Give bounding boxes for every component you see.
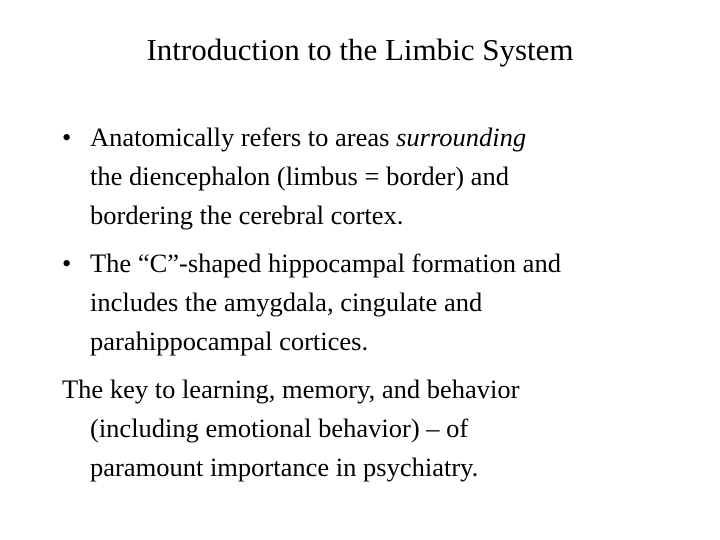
- bullet-line: bordering the cerebral cortex.: [90, 200, 404, 230]
- paragraph-line: The key to learning, memory, and behavior: [62, 374, 520, 404]
- emphasized-text: surrounding: [396, 122, 527, 152]
- paragraph-line: paramount importance in psychiatry.: [90, 452, 479, 482]
- slide-title: Introduction to the Limbic System: [146, 32, 574, 67]
- bullet-line: [90, 118, 672, 157]
- bullet-text: Anatomically refers to areas: [90, 122, 397, 152]
- bullet-line: the diencephalon (limbus = border) and: [90, 161, 509, 191]
- paragraph-line: (including emotional behavior) – of: [90, 413, 469, 443]
- bullet-marker: •: [62, 248, 72, 278]
- bullet-item: [62, 118, 672, 235]
- paragraph: [62, 370, 672, 487]
- bullet-item: [62, 244, 672, 361]
- bullet-line: parahippocampal cortices.: [90, 326, 369, 356]
- bullet-line: includes the amygdala, cingulate and: [90, 287, 483, 317]
- bullet-marker: •: [62, 122, 72, 152]
- slide-body: [62, 118, 672, 487]
- bullet-line: The “C”-shaped hippocampal formation and: [90, 248, 561, 278]
